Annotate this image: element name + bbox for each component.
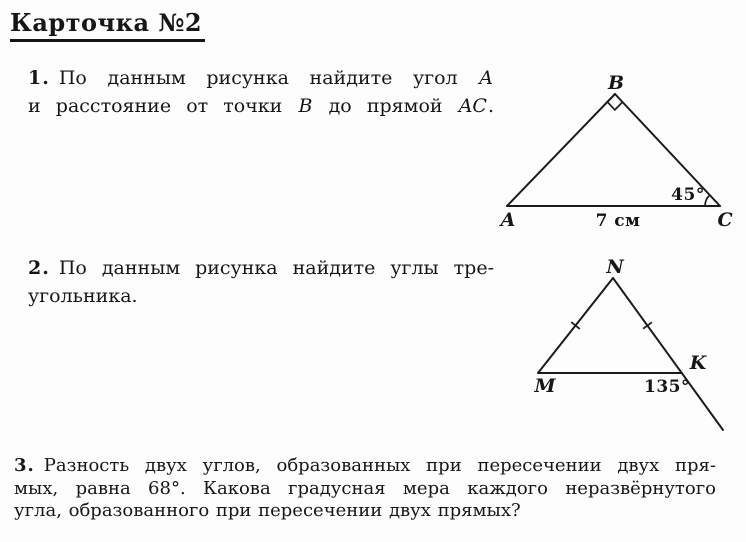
problem-1-line-2 bbox=[28, 92, 494, 120]
vertex-label-m: M bbox=[534, 375, 556, 397]
side-ab bbox=[507, 94, 615, 206]
base-length-label: 7 см bbox=[595, 211, 641, 231]
problem-2 bbox=[28, 254, 494, 310]
problem-3-line-2 bbox=[14, 478, 716, 501]
problem-3-number: 3. bbox=[14, 455, 35, 476]
problem-3-text: мых, равна 68°. Какова градусная мера каждого неразвёрнутого bbox=[14, 477, 716, 499]
problem-3-text: Разность двух углов, образованных при пересечении двух пря- bbox=[43, 455, 716, 476]
problem-2-text: По данным рисунка найдите углы тре- bbox=[58, 257, 494, 279]
problem-3-text: угла, образованного при пересечении двух прямых? bbox=[14, 500, 521, 521]
problem-2-line-2 bbox=[28, 282, 494, 310]
problem-3-line-3 bbox=[14, 500, 716, 523]
vertex-label-n: N bbox=[606, 256, 624, 278]
angle-value-c: 45° bbox=[671, 185, 705, 205]
vertex-label-b: B bbox=[607, 72, 625, 94]
problem-1-text: и расстояние от точки bbox=[28, 95, 283, 117]
problem-1-line-1 bbox=[28, 64, 494, 92]
side-nk-extended bbox=[613, 278, 723, 430]
triangle-abc-diagram bbox=[488, 70, 746, 235]
problem-2-number: 2. bbox=[28, 257, 50, 279]
vertex-label-a: A bbox=[500, 209, 516, 231]
exterior-angle-value-k: 135° bbox=[644, 377, 690, 397]
vertex-label-c: C bbox=[717, 209, 733, 231]
variable-b: B bbox=[298, 95, 313, 117]
variable-ac: AC bbox=[458, 95, 487, 117]
problem-1-number: 1. bbox=[28, 67, 50, 89]
vertex-label-k: K bbox=[689, 352, 707, 374]
problem-2-text: угольника. bbox=[28, 285, 138, 307]
problem-3-line-1 bbox=[14, 455, 716, 478]
problem-1-period: . bbox=[487, 95, 495, 117]
tick-mark-nk bbox=[643, 322, 652, 328]
problem-1-text: По данным рисунка найдите угол bbox=[58, 67, 458, 89]
angle-arc-c bbox=[705, 195, 710, 206]
problem-1 bbox=[28, 64, 494, 120]
problem-1-text: до прямой bbox=[328, 95, 443, 117]
problem-2-line-1 bbox=[28, 254, 494, 282]
problem-3 bbox=[14, 455, 716, 523]
triangle-mnk-diagram bbox=[488, 255, 746, 442]
card-title: Карточка №2 bbox=[10, 8, 205, 42]
variable-a: A bbox=[479, 67, 493, 89]
right-angle-mark-b bbox=[607, 102, 622, 110]
